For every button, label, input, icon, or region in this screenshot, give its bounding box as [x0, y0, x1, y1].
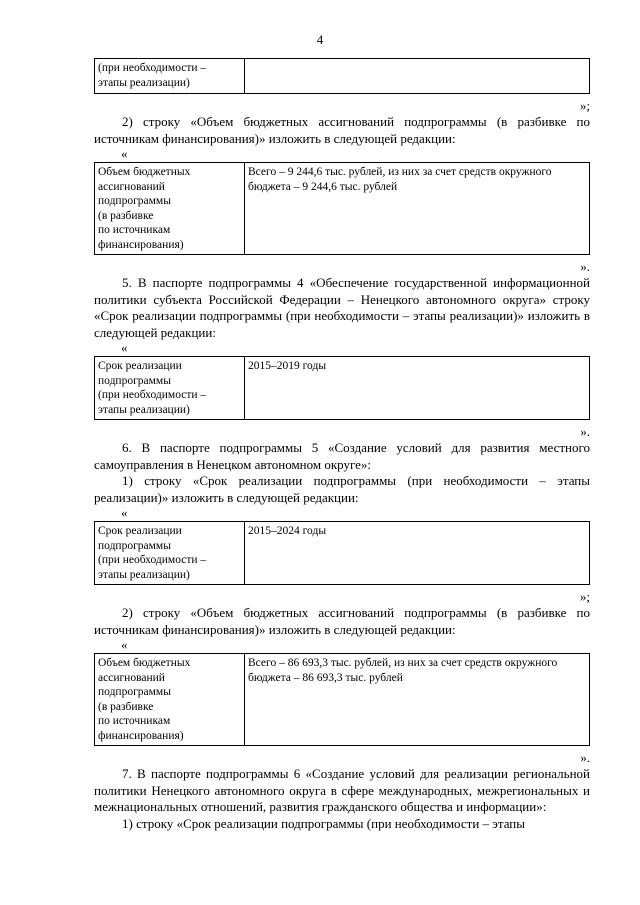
paragraph: 1) строку «Срок реализации подпрограммы (при необходимости – этапы реализации)» изложить в следующей редакции: — [94, 473, 590, 505]
paragraph: 2) строку «Объем бюджетных ассигнований подпрограммы (в разбивке по источникам финансирования)» изложить в следующей редакции: — [94, 114, 590, 146]
table-cell-label: Объем бюджетных ассигнований подпрограммы (в разбивке по источникам финансирования) — [95, 163, 245, 255]
table-cell-value — [245, 59, 590, 94]
paragraph: 1) строку «Срок реализации подпрограммы (при необходимости – этапы — [122, 815, 525, 831]
table-cell-label: Объем бюджетных ассигнований подпрограммы (в разбивке по источникам финансирования) — [95, 654, 245, 746]
table-cell-value: Всего – 86 693,3 тыс. рублей, из них за счет средств окружного бюджета – 86 693,3 тыс. рублей — [245, 654, 590, 746]
opening-quote: « — [121, 637, 128, 652]
opening-quote: « — [121, 340, 128, 355]
table-cell-value: 2015–2019 годы — [245, 357, 590, 420]
passport-table-continued — [94, 58, 590, 94]
table-row — [95, 357, 590, 420]
table-cell-label: Срок реализации подпрограммы (при необходимости – этапы реализации) — [95, 357, 245, 420]
table-cell-label: (при необходимости – этапы реализации) — [95, 59, 245, 94]
closing-quote: »; — [579, 98, 590, 113]
passport-table-budget — [94, 653, 590, 746]
table-row — [95, 654, 590, 746]
table-row — [95, 163, 590, 255]
table-cell-label: Срок реализации подпрограммы (при необходимости – этапы реализации) — [95, 522, 245, 585]
opening-quote: « — [121, 505, 128, 520]
table-row — [95, 522, 590, 585]
page-number: 4 — [316, 32, 324, 47]
passport-table-budget — [94, 162, 590, 255]
passport-table-term — [94, 521, 590, 585]
paragraph: 7. В паспорте подпрограммы 6 «Создание условий для реализации региональной политики Ненецкого автономного округа в сфере международных, межрегиональных и межнациональных отношений, развития гражданского общества и информации»: — [94, 766, 590, 814]
paragraph: 5. В паспорте подпрограммы 4 «Обеспечение государственной информационной политики субъекта Российской Федерации – Ненецкого автономного округа» строку «Срок реализации подпрограммы (при необходимости – этапы реализации)» изложить в следующей редакции: — [94, 275, 590, 340]
paragraph: 6. В паспорте подпрограммы 5 «Создание условий для развития местного самоуправления в Ненецком автономном округе»: — [94, 440, 590, 472]
closing-quote: ». — [580, 259, 590, 274]
closing-quote: ». — [580, 750, 590, 765]
table-row — [95, 59, 590, 94]
document-body — [94, 58, 590, 832]
closing-quote: ». — [580, 424, 590, 439]
passport-table-term — [94, 356, 590, 420]
opening-quote: « — [121, 146, 128, 161]
closing-quote: »; — [579, 589, 590, 604]
table-cell-value: 2015–2024 годы — [245, 522, 590, 585]
paragraph: 2) строку «Объем бюджетных ассигнований подпрограммы (в разбивке по источникам финансирования)» изложить в следующей редакции: — [94, 605, 590, 637]
table-cell-value: Всего – 9 244,6 тыс. рублей, из них за счет средств окружного бюджета – 9 244,6 тыс. рублей — [245, 163, 590, 255]
